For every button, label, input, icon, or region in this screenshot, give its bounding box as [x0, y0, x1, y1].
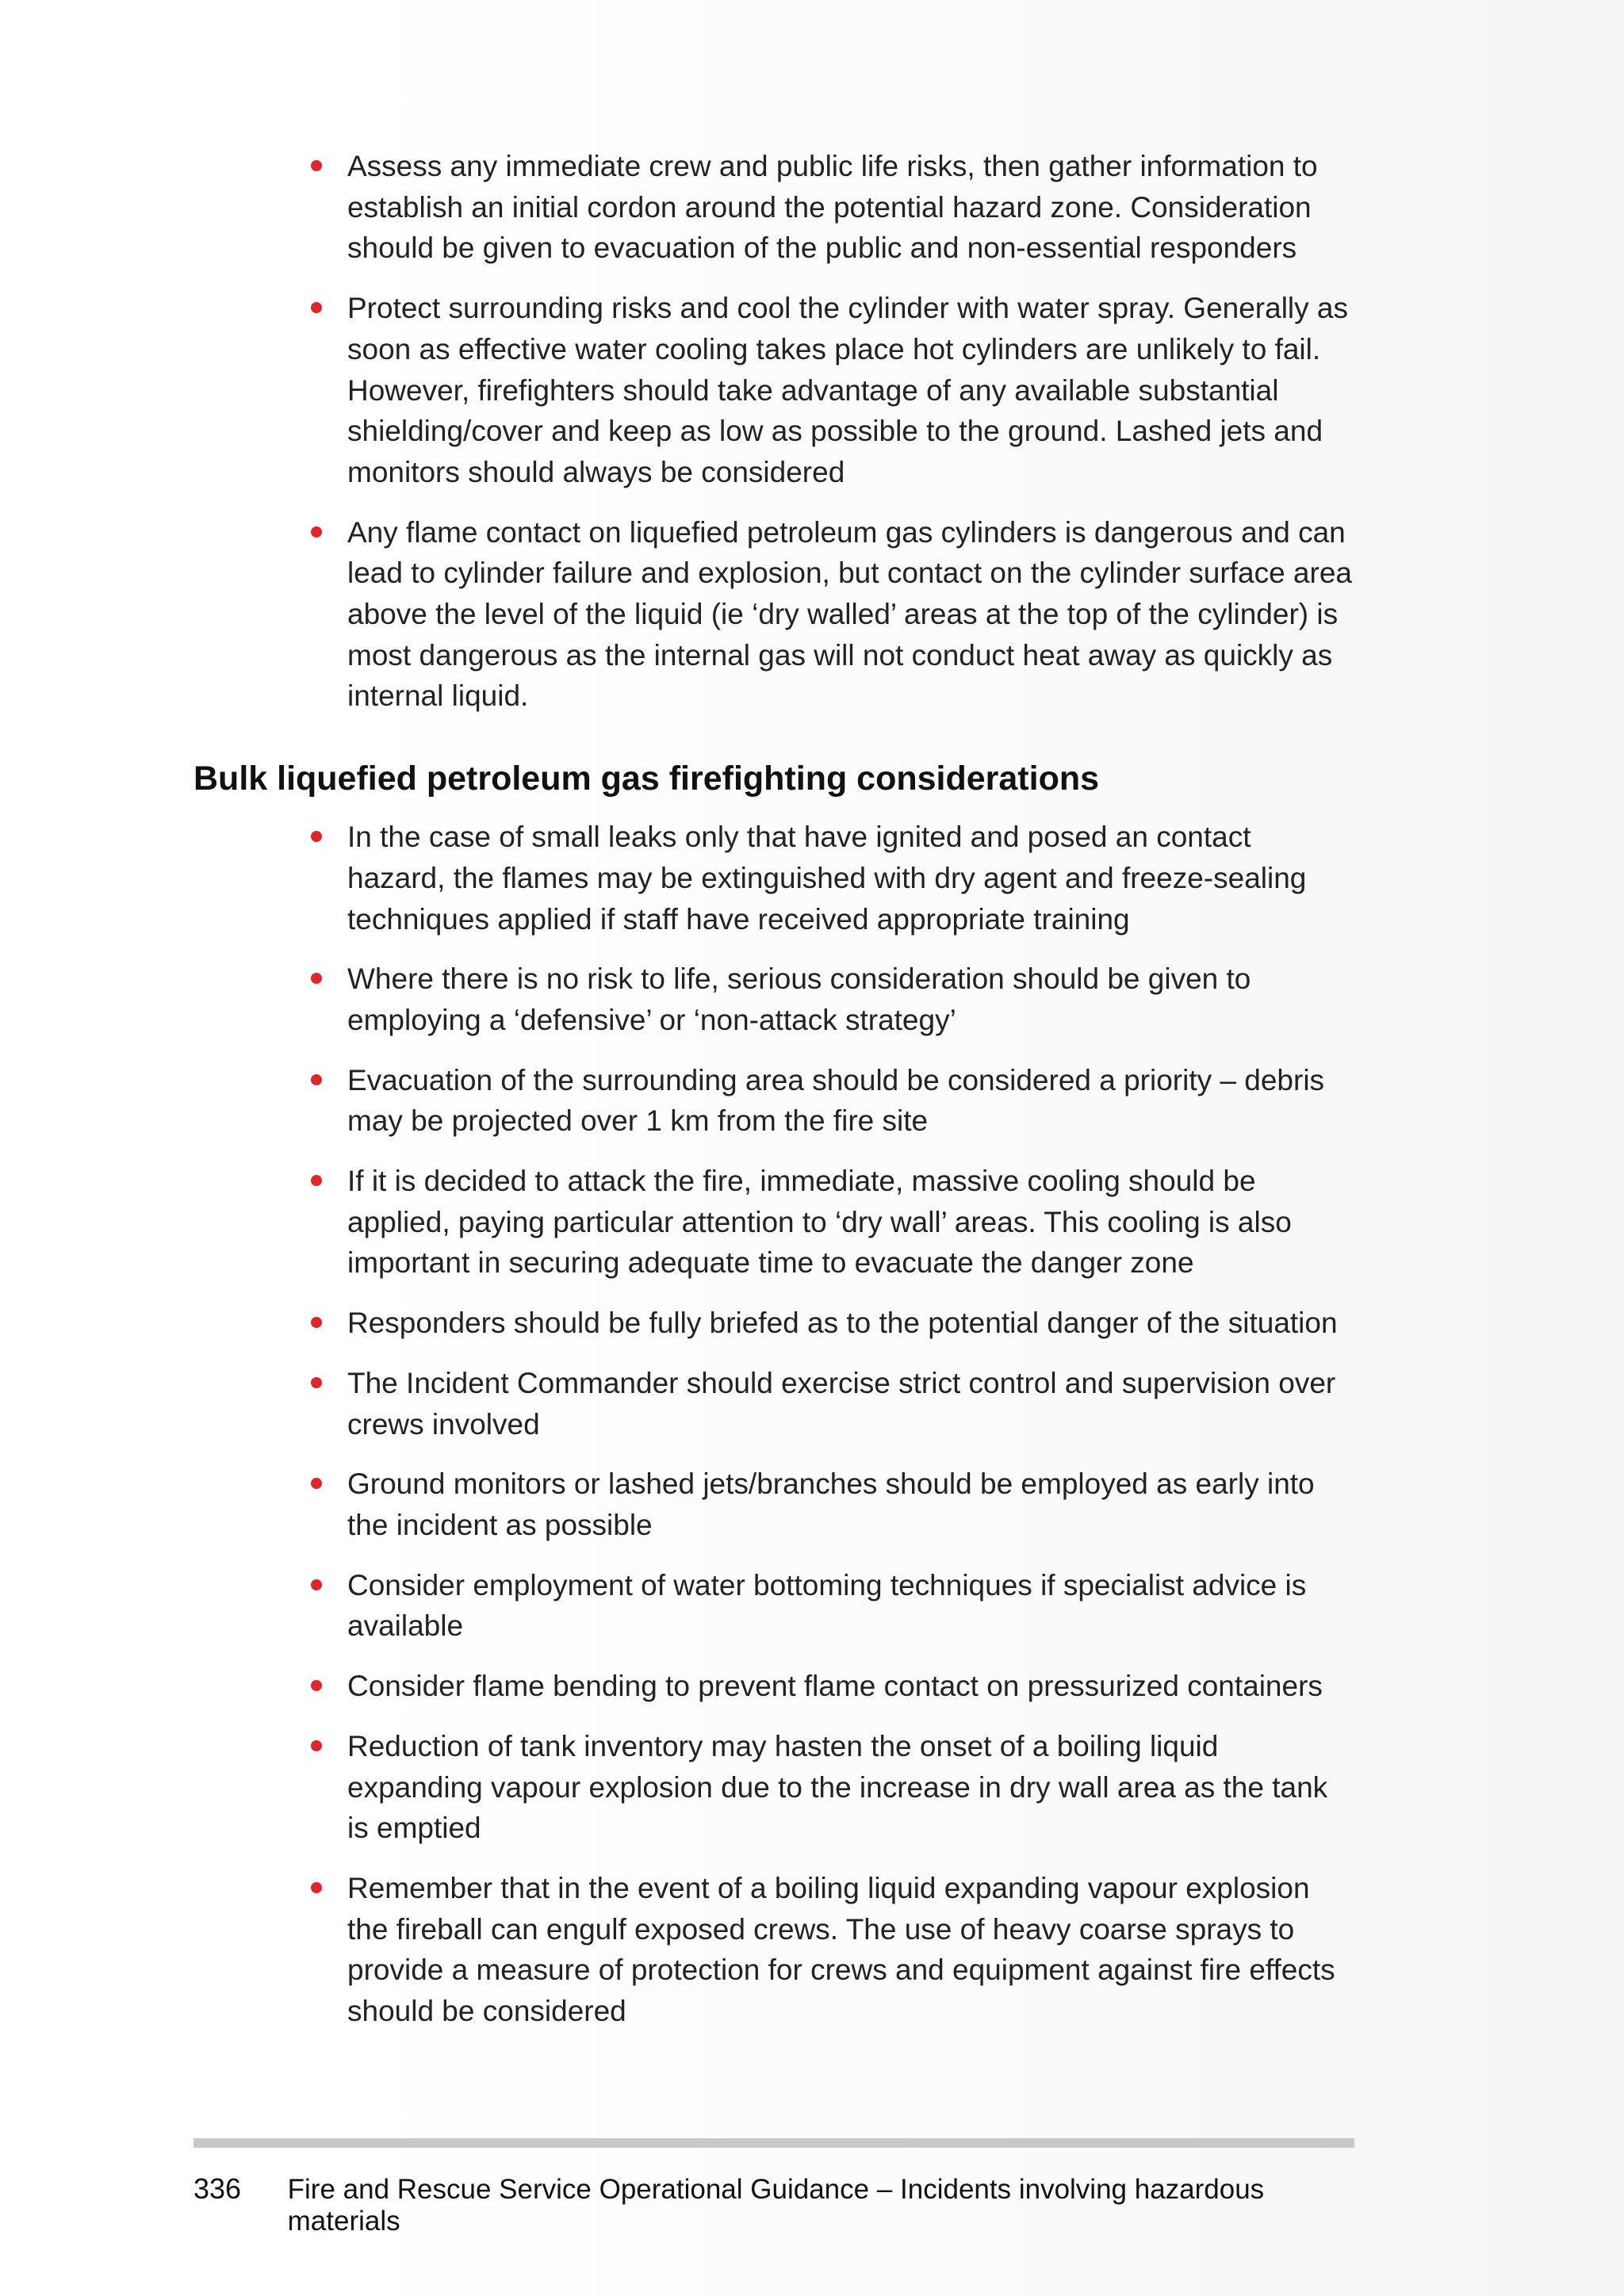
bullet-icon: [311, 160, 322, 171]
bullet-list-bulk-lpg: [193, 817, 1354, 2032]
list-item-text: Protect surrounding risks and cool the cylinder with water spray. Generally as soon as effective water cooling takes place hot cylinders are unlikely to fail. However, firefighters should take advantage of any available substantial shielding/cover and keep as low as possible to the ground. Lashed jets and monitors should always be considered: [347, 292, 1348, 488]
list-item-text: Responders should be fully briefed as to the potential danger of the situation: [347, 1307, 1338, 1340]
bullet-icon: [311, 1317, 322, 1328]
list-item: [347, 1363, 1354, 1445]
list-item-text: Consider employment of water bottoming techniques if specialist advice is available: [347, 1568, 1307, 1643]
list-item: [347, 288, 1354, 493]
list-item: [347, 817, 1354, 939]
list-item: [347, 146, 1354, 269]
list-item: [347, 1726, 1354, 1849]
list-item-text: Remember that in the event of a boiling liquid expanding vapour explosion the fireball can engulf exposed crews. The use of heavy coarse sprays to provide a measure of protection for crews and equipment against fire effects should be considered: [347, 1871, 1335, 2028]
bullet-icon: [311, 302, 322, 313]
bullet-icon: [311, 831, 322, 842]
list-item: [347, 1161, 1354, 1284]
list-item: [347, 1868, 1354, 2032]
list-item-text: In the case of small leaks only that have ignited and posed an contact hazard, the flames may be extinguished with dry agent and freeze-sealing techniques applied if staff have received appropriate training: [347, 821, 1307, 936]
footer-divider: [193, 2138, 1354, 2148]
bullet-icon: [311, 1579, 322, 1590]
bullet-icon: [311, 1377, 322, 1388]
page-number: 336: [193, 2172, 242, 2205]
footer-title: Fire and Rescue Service Operational Guidance – Incidents involving hazardous materials: [287, 2174, 1265, 2237]
list-item: [347, 512, 1354, 718]
bullet-icon: [311, 1478, 322, 1489]
bullet-icon: [311, 1740, 322, 1751]
list-item: [347, 1565, 1354, 1647]
list-item: [347, 1666, 1354, 1707]
list-item-text: If it is decided to attack the fire, immediate, massive cooling should be applied, paying particular attention to ‘dry wall’ areas. This cooling is also important in securing adequate time to evacuate the danger zone: [347, 1165, 1292, 1280]
page-footer: [193, 2172, 1354, 2237]
list-item: [347, 1464, 1354, 1545]
list-item: [347, 1060, 1354, 1142]
bullet-icon: [311, 526, 322, 538]
list-item-text: Ground monitors or lashed jets/branches should be employed as early into the incident as possible: [347, 1468, 1315, 1541]
list-item-text: Consider flame bending to prevent flame contact on pressurized containers: [347, 1670, 1323, 1703]
list-item-text: Any flame contact on liquefied petroleum gas cylinders is dangerous and can lead to cylinder failure and explosion, but contact on the cylinder surface area above the level of the liquid (ie ‘dry walled’ areas at the top of the cylinder) is most dangerous as the internal gas will not conduct heat away as quickly as internal liquid.: [347, 515, 1352, 713]
bullet-icon: [311, 1175, 322, 1186]
bullet-icon: [311, 1074, 322, 1085]
section-heading: Bulk liquefied petroleum gas firefighting considerations: [193, 760, 1100, 798]
bullet-icon: [311, 1882, 322, 1893]
list-item: [347, 959, 1354, 1040]
list-item-text: Reduction of tank inventory may hasten the onset of a boiling liquid expanding vapour explosion due to the increase in dry wall area as the tank is emptied: [347, 1729, 1328, 1845]
page-content: [193, 146, 1354, 2051]
bullet-icon: [311, 1680, 322, 1691]
list-item: [347, 1303, 1354, 1344]
list-item-text: The Incident Commander should exercise strict control and supervision over crews involved: [347, 1366, 1336, 1441]
list-item-text: Evacuation of the surrounding area should be considered a priority – debris may be projected over 1 km from the fire site: [347, 1063, 1325, 1138]
bullet-icon: [311, 973, 322, 984]
bullet-list-cylinder-risks: [193, 146, 1354, 717]
list-item-text: Assess any immediate crew and public life risks, then gather information to establish an initial cordon around the potential hazard zone. Consideration should be given to evacuation of the public and non-essential responders: [347, 150, 1318, 265]
list-item-text: Where there is no risk to life, serious consideration should be given to employing a ‘defensive’ or ‘non-attack strategy’: [347, 962, 1251, 1036]
